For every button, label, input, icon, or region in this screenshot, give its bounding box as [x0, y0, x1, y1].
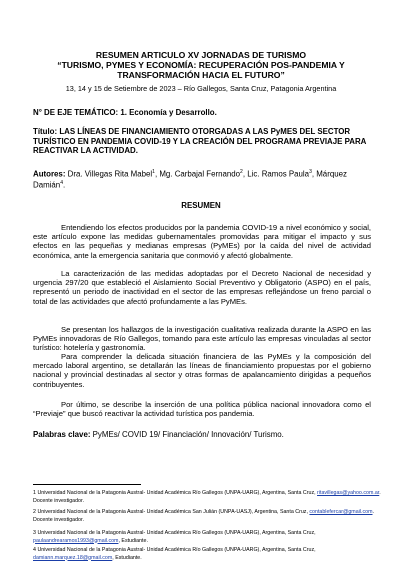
authors: Autores: Dra. Villegas Rita Mabel$^1$, Mg. Carbajal Fernando$^2$, Lic. Ramos Paula$^3$, Márquez Damián$^4$.: [33, 169, 347, 190]
abstract-paragraph-2: La caracterización de las medidas adoptadas por el Decreto Nacional de necesidad y urgencia 297/20 que estableció el Aislamiento Social Preventivo y Obligatorio (ASPO) en el país, representó un periodo de inactividad en el sector de las empresas reflejándose un freno parcial o total de las actividades que afectó profundamente a las PyMEs.: [33, 269, 371, 306]
footnote-4-number: 4: [33, 547, 36, 553]
footnote-3: [33, 530, 383, 545]
abstract-paragraph-4: Para comprender la delicada situación financiera de las PyMEs y la composición del mercado laboral argentino, se detallarán las líneas de financiamiento propuestas por el gobierno nacional y provincial destinadas al sector y otras formas de apalancamiento dirigidas a pequeños contribuyentes.: [33, 352, 371, 389]
authors-label: Autores: [33, 169, 63, 179]
footnote-2-number: 2: [33, 509, 36, 515]
keywords-label: Palabras clave:: [33, 430, 91, 439]
author-3-ref: 3: [309, 169, 312, 175]
footnote-2-email[interactable]: contablefercar@gmail.com: [309, 509, 373, 515]
header-title: RESUMEN ARTICULO XV JORNADAS DE TURISMO: [95, 50, 307, 60]
keywords-text: PyMEs/ COVID 19/ Financiación/ Innovación/ Turismo.: [92, 430, 284, 439]
abstract-paragraph-5: Por último, se describe la inserción de una política pública nacional innovadora como el “Previaje” que buscó reactivar la actividad turística pos pandemia.: [33, 400, 371, 419]
footnote-3-tail: , Estudiante.: [118, 537, 148, 544]
header-date-place: 13, 14 y 15 de Setiembre de 2023 – Río Gallegos, Santa Cruz, Patagonia Argentina: [65, 84, 337, 93]
footnote-4: [33, 547, 383, 562]
footnote-1: [33, 490, 383, 505]
abstract-paragraph-1: Entendiendo los efectos producidos por la pandemia COVID-19 a nivel económico y social, este artículo expone las medidas gubernamentales promovidas para mitigar el impacto y sus efectos en las pequeñas y medianas empresas (PyMEs) por la caída del nivel de actividad económica, ante la emergencia sanitaria que conmovió y afectó globalmente.: [33, 223, 371, 260]
author-3: Lic. Ramos Paula: [247, 169, 310, 179]
title-label: Título:: [33, 127, 58, 136]
author-1-ref: 1: [152, 169, 155, 175]
footnote-2: [33, 509, 383, 524]
title-text: LAS LÍNEAS DE FINANCIAMIENTO OTORGADAS A LAS PyMES DEL SECTOR TURÍSTICO EN PANDEMIA COVID-19 Y LA CREACIÓN DEL PROGRAMA PREVIAJE PARA REACTIVAR LA ACTIVIDAD.: [33, 127, 367, 156]
footnote-3-email[interactable]: paulaandrearamos1993@gmail.com: [33, 537, 119, 544]
author-1: Dra. Villegas Rita Mabel: [67, 169, 153, 179]
footnote-2-text: Universidad Nacional de la Patagonia Austral- Unidad Académica San Julián (UNPA-UASJ), Argentina, Santa Cruz,: [37, 509, 308, 515]
footnote-3-number: 3: [33, 530, 36, 536]
keywords: [33, 430, 371, 439]
footnote-1-number: 1: [33, 490, 36, 496]
footnote-4-tail: , Estudiante.: [112, 554, 142, 561]
footnote-divider: [33, 484, 141, 485]
footnote-4-email[interactable]: damiann.marquez.18@gmail.com: [33, 554, 113, 561]
author-4-ref: 4: [60, 180, 63, 187]
footnote-1-text: Universidad Nacional de la Patagonia Austral- Unidad Académica Río Gallegos (UNPA-UARG), Argentina, Santa Cruz,: [37, 490, 316, 496]
author-2: Mg. Carbajal Fernando: [159, 169, 241, 179]
author-4: Márquez Damián: [33, 169, 347, 190]
footnote-1-email[interactable]: ritavillegas@yahoo.com.ar: [317, 490, 380, 496]
footnote-4-text: Universidad Nacional de la Patagonia Austral- Unidad Académica Río Gallegos (UNPA-UARG), Argentina, Santa Cruz,: [37, 547, 316, 553]
author-2-ref: 2: [240, 169, 243, 175]
footnote-2-tail: . Docente investigador.: [33, 509, 374, 523]
footnote-3-text: Universidad Nacional de la Patagonia Austral- Unidad Académica Río Gallegos (UNPA-UARG), Argentina, Santa Cruz,: [37, 530, 316, 536]
thematic-axis: N° DE EJE TEMÁTICO: 1. Economía y Desarrollo.: [33, 108, 217, 117]
abstract-heading: RESUMEN: [181, 201, 221, 210]
article-title: [33, 127, 371, 156]
abstract-paragraph-3: Se presentan los hallazgos de la investigación cualitativa realizada durante la ASPO en las PyMEs innovadoras de Río Gallegos, tomando para este artículo las empresas vinculadas al sector turístico: hotelería y gastronomía.: [33, 325, 371, 353]
footnote-1-tail: . Docente investigador.: [33, 490, 381, 504]
header-subtitle: “TURISMO, PYMES Y ECONOMÍA: RECUPERACIÓN POS-PANDEMIA Y TRANSFORMACIÓN HACIA EL FUTURO”: [57, 60, 345, 80]
